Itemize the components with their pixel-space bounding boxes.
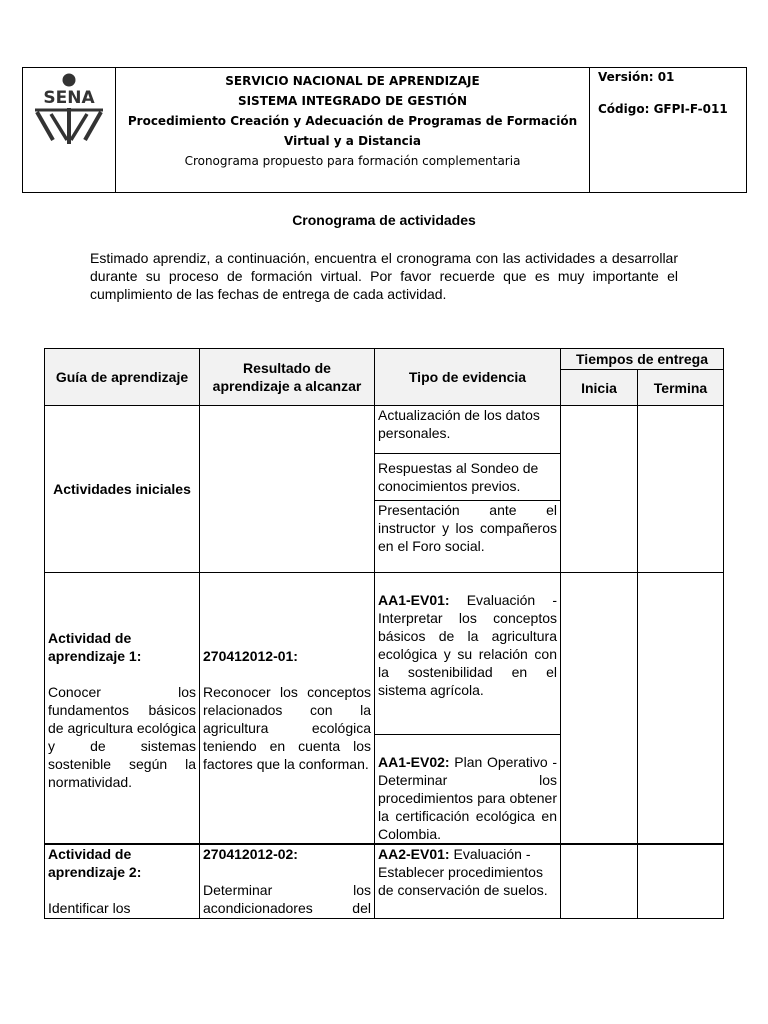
header-title-cell xyxy=(116,68,590,192)
aa1-ev2-code: AA1-EV02: xyxy=(378,754,450,770)
initial-result xyxy=(200,406,375,573)
aa2-guide xyxy=(45,844,200,918)
aa1-evidence-2 xyxy=(375,735,561,845)
initial-end xyxy=(638,406,724,573)
header-evidence: Tipo de evidencia xyxy=(375,349,561,406)
aa1-result-text: Reconocer los conceptos relacionados con la agricultura ecológica teniendo en cuenta los factores que la conforman. xyxy=(203,684,371,772)
initial-guide: Actividades iniciales xyxy=(45,406,200,573)
logo-cell xyxy=(23,68,116,192)
aa1-guide xyxy=(45,573,200,845)
aa1-start xyxy=(561,573,638,845)
aa2-evidence xyxy=(375,844,561,918)
header-times: Tiempos de entrega xyxy=(561,349,724,370)
header-end: Termina xyxy=(638,370,724,406)
intro-paragraph: Estimado aprendiz, a continuación, encuentra el cronograma con las actividades a desarrollar durante su proceso de formación virtual. Por favor recuerde que es muy importante el cumplimiento de las fechas de entrega de cada actividad. xyxy=(90,250,678,302)
document-header xyxy=(22,67,747,193)
aa1-end xyxy=(638,573,724,845)
page-title: Cronograma de actividades xyxy=(292,212,476,228)
initial-start xyxy=(561,406,638,573)
aa2-result xyxy=(200,844,375,918)
code-label: Código: GFPI-F-011 xyxy=(598,102,728,116)
header-start: Inicia xyxy=(561,370,638,406)
header-subtitle: Cronograma propuesto para formación complementaria xyxy=(184,154,521,168)
sena-logo xyxy=(23,68,115,194)
initial-evidence-1: Actualización de los datos personales. xyxy=(375,406,561,454)
header-guide: Guía de aprendizaje xyxy=(45,349,200,406)
aa2-start xyxy=(561,844,638,918)
schedule-table xyxy=(44,348,724,919)
aa2-result-text: Determinar los acondicionadores del xyxy=(203,882,371,916)
aa1-description: Conocer los fundamentos básicos de agricultura ecológica y de sistemas sostenible según la normatividad. xyxy=(48,684,196,790)
header-result: Resultado de aprendizaje a alcanzar xyxy=(200,349,375,406)
aa2-end xyxy=(638,844,724,918)
aa2-ev-text: Evaluación - Establecer procedimientos de conservación de suelos. xyxy=(378,846,548,898)
procedure-line-2: Virtual y a Distancia xyxy=(284,134,421,148)
version-cell xyxy=(590,68,746,192)
aa1-ev2-text: Plan Operativo - Determinar los procedimientos para obtener la certificación ecológica en Colombia. xyxy=(378,754,557,842)
system-name: SISTEMA INTEGRADO DE GESTIÓN xyxy=(237,94,468,108)
aa1-code: 270412012-01: xyxy=(203,648,298,664)
aa1-result xyxy=(200,573,375,845)
version-label: Versión: 01 xyxy=(598,70,675,84)
aa1-ev1-code: AA1-EV01: xyxy=(378,592,450,608)
aa1-ev1-text: Evaluación - Interpretar los conceptos básicos de la agricultura ecológica y su relación con la sostenibilidad en el sistema agrícola. xyxy=(378,592,557,698)
aa1-title: Actividad de aprendizaje 1: xyxy=(48,630,142,664)
org-name: SERVICIO NACIONAL DE APRENDIZAJE xyxy=(225,74,480,88)
initial-evidence-3: Presentación ante el instructor y los compañeros en el Foro social. xyxy=(375,501,561,573)
sena-logo-text: SENA xyxy=(43,88,95,108)
procedure-line-1: Procedimiento Creación y Adecuación de Programas de Formación xyxy=(127,114,578,128)
aa2-ev-code: AA2-EV01: xyxy=(378,846,450,862)
aa1-evidence-1 xyxy=(375,573,561,735)
initial-evidence-2: Respuestas al Sondeo de conocimientos previos. xyxy=(375,454,561,501)
aa2-title: Actividad de aprendizaje 2: xyxy=(48,846,142,880)
aa2-code: 270412012-02: xyxy=(203,846,298,862)
aa2-description: Identificar los xyxy=(48,900,131,916)
